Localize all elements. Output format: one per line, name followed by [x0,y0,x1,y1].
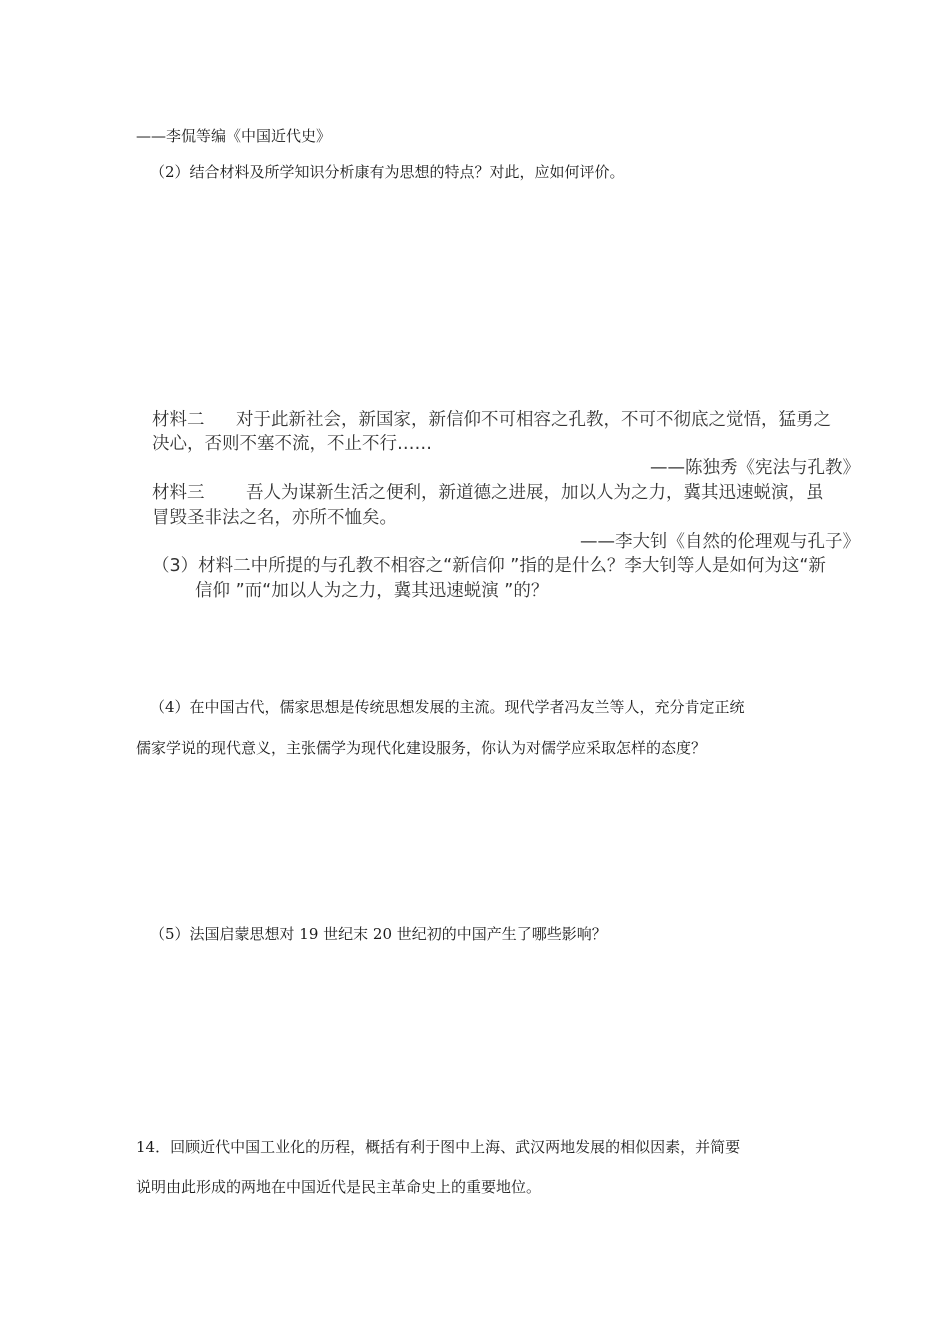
question-4-line-2: 儒家学说的现代意义，主张儒学为现代化建设服务，你认为对儒学应采取怎样的态度？ [136,739,707,757]
question-2: （2）结合材料及所学知识分析康有为思想的特点？对此，应如何评价。 [150,163,625,181]
material-2-line-1: 对于此新社会，新国家，新信仰不可相容之孔教，不可不彻底之觉悟，猛勇之 [236,410,831,430]
question-4-line-1: （4）在中国古代，儒家思想是传统思想发展的主流。现代学者冯友兰等人，充分肯定正统 [150,698,745,716]
material-3-source: ——李大钊《自然的伦理观与孔子》 [580,532,860,552]
material-2-source: ——陈独秀《宪法与孔教》 [650,458,860,478]
question-5: （5）法国启蒙思想对 19 世纪末 20 世纪初的中国产生了哪些影响？ [150,925,607,943]
material-2-line-2: 决心，否则不塞不流，不止不行…… [152,434,432,454]
question-14-line-2: 说明由此形成的两地在中国近代是民主革命史上的重要地位。 [136,1178,542,1196]
source-citation-1: ——李侃等编《中国近代史》 [136,127,332,145]
material-3-label: 材料三 [152,483,205,503]
material-3-line-1: 吾人为谋新生活之便利，新道德之进展，加以人为之力，冀其迅速蜕演，虽 [246,483,824,503]
material-2-label: 材料二 [152,410,205,430]
question-3-line-1: （3）材料二中所提的与孔教不相容之“新信仰 ”指的是什么？李大钊等人是如何为这“新 [152,556,826,576]
question-3-line-2: 信仰 ”而“加以人为之力，冀其迅速蜕演 ”的？ [195,581,549,601]
material-3-line-2: 冒毁圣非法之名，亦所不恤矣。 [152,508,397,528]
question-14-line-1: 14．回顾近代中国工业化的历程，概括有利于图中上海、武汉两地发展的相似因素，并简要 [136,1138,741,1156]
